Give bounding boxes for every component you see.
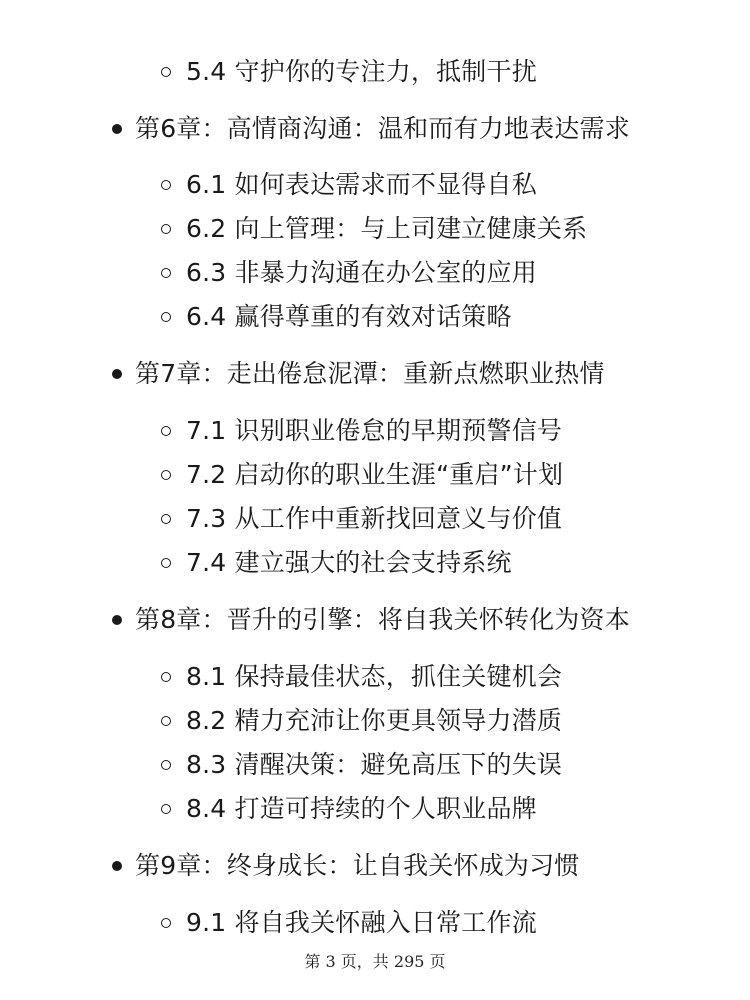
toc-item-label: 7.2 启动你的职业生涯“重启”计划 [186,460,564,489]
toc-section-item [161,502,562,536]
toc-item-label: 第7章：走出倦怠泥潭：重新点燃职业热情 [135,359,605,388]
toc-chapter-item [112,849,580,883]
toc-item-label: 6.3 非暴力沟通在办公室的应用 [186,258,537,287]
circle-bullet-icon [161,268,171,278]
toc-section-item [161,55,537,89]
disc-bullet-icon [112,124,122,134]
toc-item-label: 6.2 向上管理：与上司建立健康关系 [186,214,588,243]
toc-section-item [161,458,563,492]
toc-section-item [161,546,512,580]
toc-section-item [161,256,537,290]
toc-item-label: 7.4 建立强大的社会支持系统 [186,548,512,577]
disc-bullet-icon [112,861,122,871]
disc-bullet-icon [112,369,122,379]
toc-section-item [161,212,587,246]
toc-section-item [161,300,512,334]
circle-bullet-icon [161,514,171,524]
toc-section-item [161,168,537,202]
circle-bullet-icon [161,426,171,436]
toc-item-label: 9.1 将自我关怀融入日常工作流 [186,908,537,937]
circle-bullet-icon [161,224,171,234]
circle-bullet-icon [161,716,171,726]
toc-item-label: 8.1 保持最佳状态，抓住关键机会 [186,662,563,691]
toc-section-item [161,748,562,782]
toc-item-label: 8.4 打造可持续的个人职业品牌 [186,794,537,823]
toc-chapter-item [112,112,630,146]
toc-chapter-item [112,357,605,391]
circle-bullet-icon [161,470,171,480]
circle-bullet-icon [161,672,171,682]
toc-section-item [161,414,562,448]
toc-section-item [161,704,562,738]
circle-bullet-icon [161,67,171,77]
toc-item-label: 7.1 识别职业倦怠的早期预警信号 [186,416,563,445]
toc-item-label: 7.3 从工作中重新找回意义与价值 [186,504,563,533]
page-number-footer: 第 3 页，共 295 页 [304,952,446,971]
toc-item-label: 第6章：高情商沟通：温和而有力地表达需求 [135,114,630,143]
toc-item-label: 5.4 守护你的专注力，抵制干扰 [186,57,537,86]
toc-chapter-item [112,603,630,637]
toc-section-item [161,792,537,826]
disc-bullet-icon [112,615,122,625]
toc-item-label: 第8章：晋升的引擎：将自我关怀转化为资本 [135,605,630,634]
toc-item-label: 8.2 精力充沛让你更具领导力潜质 [186,706,563,735]
circle-bullet-icon [161,760,171,770]
toc-item-label: 第9章：终身成长：让自我关怀成为习惯 [135,851,580,880]
circle-bullet-icon [161,558,171,568]
toc-item-label: 6.1 如何表达需求而不显得自私 [186,170,537,199]
toc-section-item [161,660,562,694]
circle-bullet-icon [161,804,171,814]
toc-item-label: 8.3 清醒决策：避免高压下的失误 [186,750,563,779]
circle-bullet-icon [161,312,171,322]
toc-section-item [161,906,537,940]
circle-bullet-icon [161,918,171,928]
toc-item-label: 6.4 赢得尊重的有效对话策略 [186,302,512,331]
circle-bullet-icon [161,180,171,190]
